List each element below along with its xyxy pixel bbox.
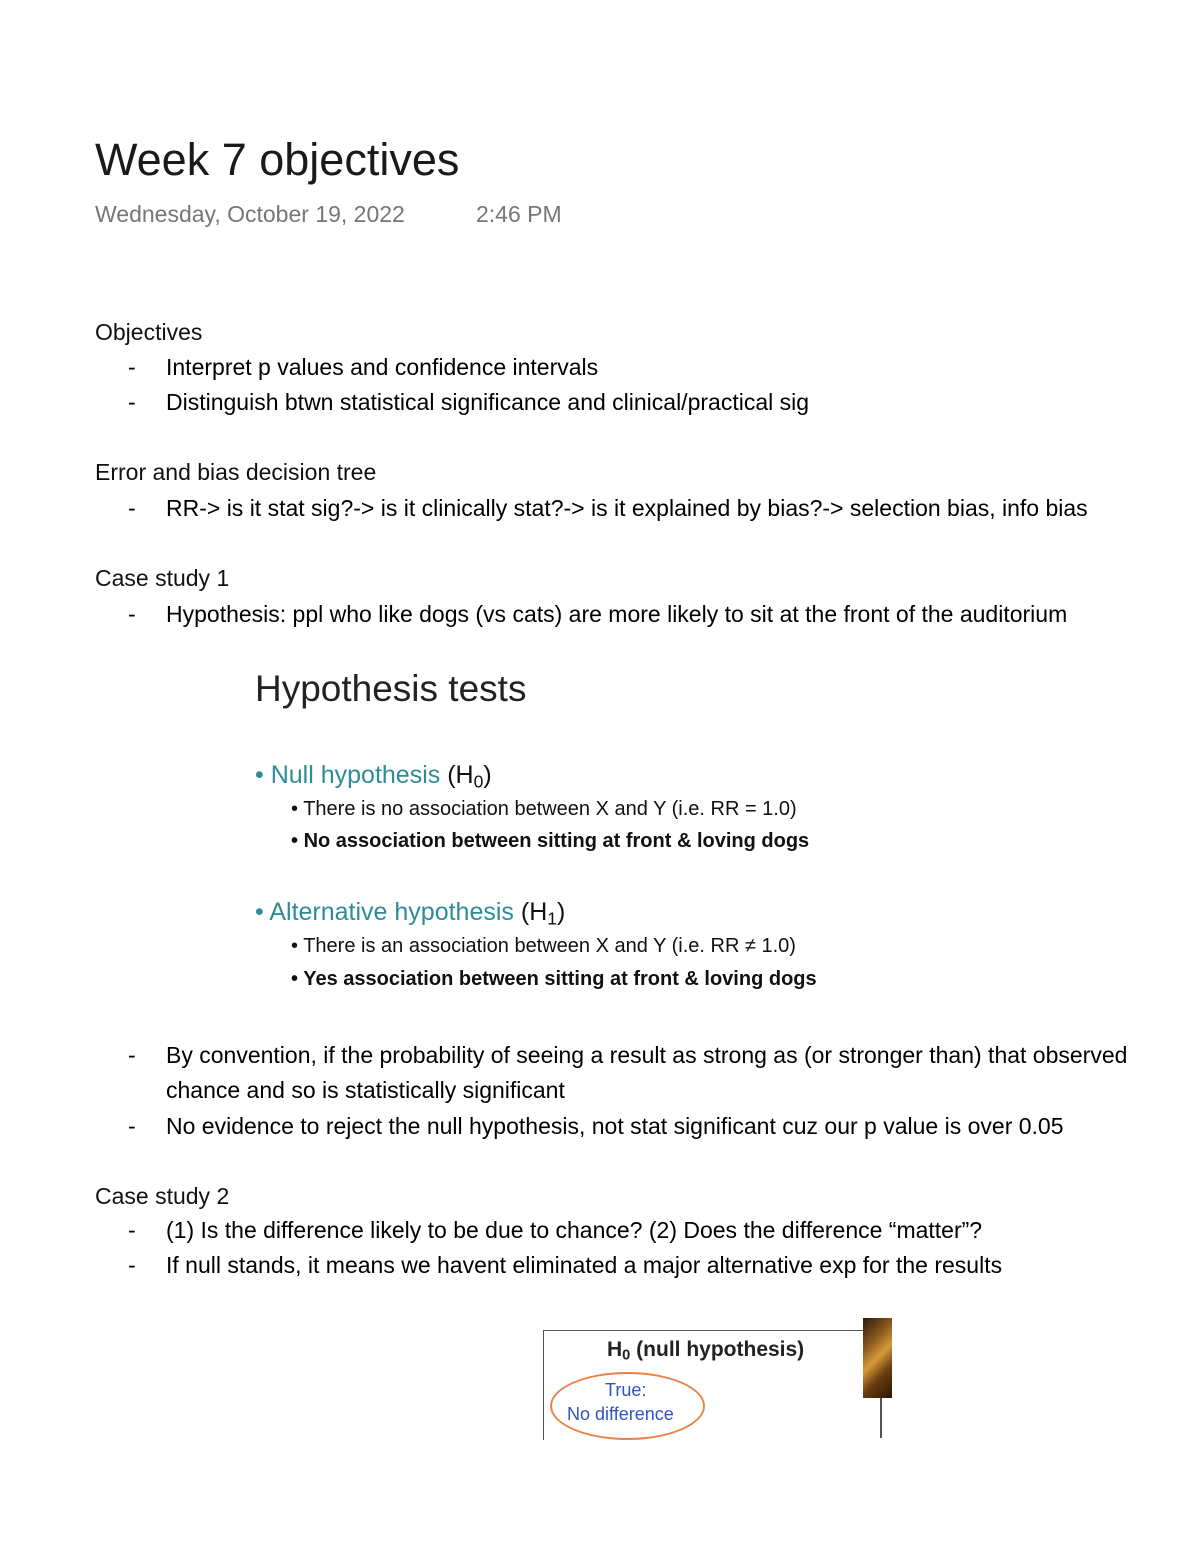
dash-bullet: - — [128, 495, 136, 521]
list-item-text: Interpret p values and confidence intervals — [166, 354, 599, 380]
dash-bullet: - — [128, 1252, 136, 1278]
figure-oval-line-1: True: — [605, 1380, 647, 1400]
alternative-hypothesis-item — [255, 896, 565, 934]
null-point: • There is no association between X and Y (i.e. RR = 1.0) — [291, 798, 797, 820]
list-item-text: By convention, if the probability of seeing a result as strong as (or stronger than) that observed — [166, 1042, 1128, 1068]
list-item-text-continued: chance and so is statistically significant — [166, 1077, 565, 1103]
decision-tree-heading: Error and bias decision tree — [95, 459, 377, 485]
case-study-2-heading: Case study 2 — [95, 1183, 230, 1209]
page-time: 2:46 PM — [476, 201, 562, 227]
bullet-glyph: • — [255, 761, 264, 789]
dash-bullet: - — [128, 1113, 136, 1139]
alt-point: • There is an association between X and Y (i.e. RR ≠ 1.0) — [291, 935, 796, 957]
dash-bullet: - — [128, 354, 136, 380]
list-item-text: RR-> is it stat sig?-> is it clinically stat?-> is it explained by bias?-> selection bias, info bias — [166, 495, 1088, 521]
slide-title: Hypothesis tests — [255, 668, 527, 709]
objectives-heading: Objectives — [95, 319, 203, 345]
null-hypothesis-figure — [543, 1330, 880, 1440]
null-hypothesis-label: Null hypothesis — [270, 761, 441, 789]
null-point: • No association between sitting at front & loving dogs — [291, 830, 810, 852]
page-title: Week 7 objectives — [95, 134, 460, 185]
null-hypothesis-item — [255, 759, 492, 797]
figure-header: $H_0$ (null hypothesis) — [607, 1338, 805, 1364]
case-study-1-heading: Case study 1 — [95, 565, 230, 591]
figure-oval-line-2: No difference — [567, 1404, 674, 1424]
alternative-hypothesis-symbol: $(H_1)$ — [520, 898, 566, 929]
dash-bullet: - — [128, 601, 136, 627]
alt-point: • Yes association between sitting at front & loving dogs — [291, 968, 817, 990]
list-item-text: Distinguish btwn statistical significance and clinical/practical sig — [166, 389, 810, 415]
bullet-glyph: • — [255, 898, 264, 926]
figure-divider — [880, 1398, 882, 1438]
null-hypothesis-symbol: $(H_0)$ — [447, 761, 492, 792]
dash-bullet: - — [128, 1217, 136, 1243]
dash-bullet: - — [128, 389, 136, 415]
alternative-hypothesis-label: Alternative hypothesis — [269, 898, 514, 926]
dash-bullet: - — [128, 1042, 136, 1068]
list-item-text: (1) Is the difference likely to be due to chance? (2) Does the difference “matter”? — [166, 1217, 983, 1243]
list-item-text: Hypothesis: ppl who like dogs (vs cats) are more likely to sit at the front of the auditorium — [166, 601, 1068, 627]
page-date: Wednesday, October 19, 2022 — [95, 201, 405, 227]
list-item-text: If null stands, it means we havent eliminated a major alternative exp for the results — [166, 1252, 1003, 1278]
figure-photo-fragment — [863, 1318, 892, 1398]
list-item-text: No evidence to reject the null hypothesis, not stat significant cuz our p value is over 0.05 — [166, 1113, 1064, 1139]
